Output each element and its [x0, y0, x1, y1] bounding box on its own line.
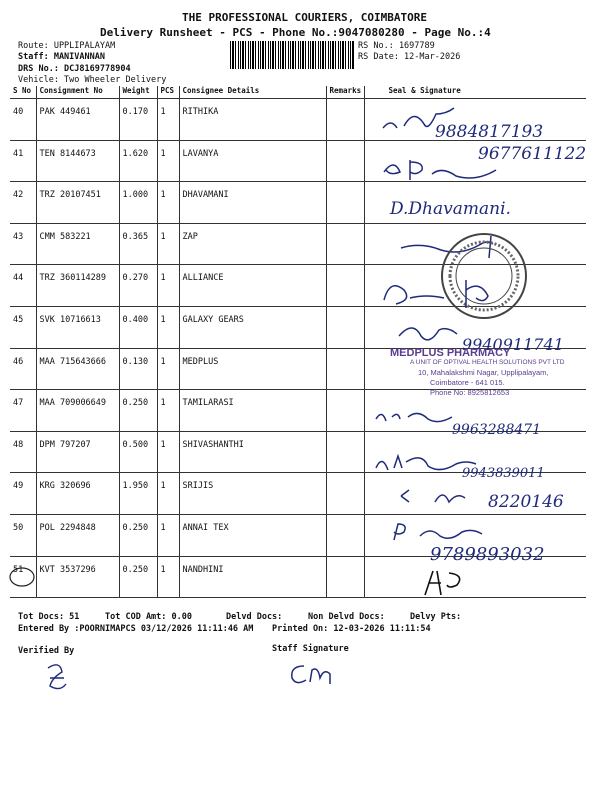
- col-header: Remarks: [326, 86, 364, 99]
- stamp-line: A UNIT OF OPTIVAL HEALTH SOLUTIONS PVT LTD: [410, 359, 565, 366]
- consignee-name: NANDHINI: [179, 556, 326, 598]
- drs-label: DRS No.: DCJ8169778904: [18, 64, 131, 74]
- delivered-docs: Delvd Docs:: [226, 612, 283, 622]
- total-docs: Tot Docs: 51: [18, 612, 80, 622]
- total-cod-amount: Tot COD Amt: 0.00: [105, 612, 192, 622]
- handwritten-phone: 8220146: [488, 492, 564, 512]
- handwritten-phone: 9943839011: [462, 466, 545, 481]
- weight: 1.000: [119, 182, 157, 224]
- pcs: 1: [157, 223, 179, 265]
- serial-no: 46: [10, 348, 36, 390]
- signature-row-51: [415, 565, 475, 601]
- signature-row-50: [390, 518, 500, 546]
- serial-no: 40: [10, 99, 36, 141]
- pcs: 1: [157, 265, 179, 307]
- weight: 0.365: [119, 223, 157, 265]
- consignment-no: MAA 709006649: [36, 390, 119, 432]
- serial-no: 51: [10, 556, 36, 598]
- row-51-circle-mark: [8, 566, 36, 588]
- consignment-no: KVT 3537296: [36, 556, 119, 598]
- consignee-name: LAVANYA: [179, 140, 326, 182]
- remarks: [326, 348, 364, 390]
- remarks: [326, 306, 364, 348]
- serial-no: 45: [10, 306, 36, 348]
- consignment-no: POL 2294848: [36, 514, 119, 556]
- remarks: [326, 431, 364, 473]
- company-title: THE PROFESSIONAL COURIERS, COIMBATORE: [182, 11, 428, 24]
- weight: 0.250: [119, 556, 157, 598]
- consignee-name: RITHIKA: [179, 99, 326, 141]
- consignment-no: TEN 8144673: [36, 140, 119, 182]
- serial-no: 48: [10, 431, 36, 473]
- col-header: PCS: [157, 86, 179, 99]
- remarks: [326, 265, 364, 307]
- serial-no: 42: [10, 182, 36, 224]
- pcs: 1: [157, 431, 179, 473]
- signature-row-40: [378, 100, 498, 140]
- signature-row-41: [380, 150, 500, 190]
- serial-no: 50: [10, 514, 36, 556]
- handwritten-phone: 9884817193: [435, 122, 544, 142]
- entered-by: Entered By :POORNIMAPCS 03/12/2026 11:11:46 AM: [18, 624, 254, 634]
- remarks: [326, 473, 364, 515]
- remarks: [326, 514, 364, 556]
- stamp-line: Phone No: 8925812653: [430, 388, 510, 397]
- consignee-name: GALAXY GEARS: [179, 306, 326, 348]
- printed-on: Printed On: 12-03-2026 11:11:54: [272, 624, 431, 634]
- weight: 0.250: [119, 390, 157, 432]
- consignee-name: SHIVASHANTHI: [179, 431, 326, 473]
- remarks: [326, 556, 364, 598]
- barcode: [230, 41, 354, 69]
- vehicle-label: Vehicle: Two Wheeler Delivery: [18, 75, 167, 85]
- consignment-no: PAK 449461: [36, 99, 119, 141]
- remarks: [326, 99, 364, 141]
- consignment-no: MAA 715643666: [36, 348, 119, 390]
- consignee-name: ALLIANCE: [179, 265, 326, 307]
- serial-no: 43: [10, 223, 36, 265]
- route-label: Route: UPPLIPALAYAM: [18, 41, 116, 51]
- rs-date: RS Date: 12-Mar-2026: [358, 52, 461, 62]
- weight: 0.270: [119, 265, 157, 307]
- consignment-no: DPM 797207: [36, 431, 119, 473]
- weight: 0.250: [119, 514, 157, 556]
- delivery-points: Delvy Pts:: [410, 612, 462, 622]
- pcs: 1: [157, 99, 179, 141]
- table-header-row: [10, 86, 586, 99]
- stamp-line: 10, Mahalakshmi Nagar, Upplipalayam,: [418, 368, 549, 377]
- pcs: 1: [157, 306, 179, 348]
- weight: 0.500: [119, 431, 157, 473]
- serial-no: 41: [10, 140, 36, 182]
- pcs: 1: [157, 556, 179, 598]
- handwritten-name: D.Dhavamani.: [390, 199, 511, 219]
- pcs: 1: [157, 348, 179, 390]
- col-header: Weight: [119, 86, 157, 99]
- pcs: 1: [157, 182, 179, 224]
- consignment-no: TRZ 360114289: [36, 265, 119, 307]
- stamp-line: Coimbatore - 641 015.: [430, 378, 505, 387]
- consignee-name: SRIJIS: [179, 473, 326, 515]
- consignee-name: MEDPLUS: [179, 348, 326, 390]
- stamp-line: MEDPLUS PHARMACY: [390, 347, 511, 359]
- signature-row-49: [395, 482, 485, 512]
- non-delivered-docs: Non Delvd Docs:: [308, 612, 385, 622]
- weight: 0.400: [119, 306, 157, 348]
- consignee-name: ANNAI TEX: [179, 514, 326, 556]
- staff-signature: [286, 658, 346, 688]
- col-header: Consignee Details: [179, 86, 326, 99]
- remarks: [326, 140, 364, 182]
- handwritten-phone: 9789893032: [430, 544, 545, 565]
- consignment-no: SVK 10716613: [36, 306, 119, 348]
- serial-no: 47: [10, 390, 36, 432]
- weight: 1.620: [119, 140, 157, 182]
- verifier-signature: [42, 660, 72, 692]
- col-header: Seal & Signature: [364, 86, 586, 99]
- runsheet-subtitle: Delivery Runsheet - PCS - Phone No.:9047080280 - Page No.:4: [100, 26, 491, 39]
- handwritten-phone: 9677611122: [478, 144, 587, 164]
- consignee-name: TAMILARASI: [179, 390, 326, 432]
- consignee-name: ZAP: [179, 223, 326, 265]
- pcs: 1: [157, 514, 179, 556]
- col-header: Consignment No: [36, 86, 119, 99]
- consignee-name: DHAVAMANI: [179, 182, 326, 224]
- weight: 0.130: [119, 348, 157, 390]
- col-header: S No: [10, 86, 36, 99]
- handwritten-phone: 9940911741: [462, 335, 564, 354]
- pcs: 1: [157, 140, 179, 182]
- remarks: [326, 223, 364, 265]
- remarks: [326, 390, 364, 432]
- medplus-stamp: [390, 348, 564, 398]
- weight: 1.950: [119, 473, 157, 515]
- verified-by-label: Verified By: [18, 646, 75, 656]
- serial-no: 44: [10, 265, 36, 307]
- handwritten-phone: 9963288471: [452, 422, 542, 438]
- rs-number: RS No.: 1697789: [358, 41, 435, 51]
- staff-label: Staff: MANIVANNAN: [18, 52, 105, 62]
- pcs: 1: [157, 473, 179, 515]
- signature-row-44: [380, 270, 520, 315]
- consignment-no: TRZ 20107451: [36, 182, 119, 224]
- weight: 0.170: [119, 99, 157, 141]
- consignment-no: KRG 320696: [36, 473, 119, 515]
- consignment-no: CMM 583221: [36, 223, 119, 265]
- serial-no: 49: [10, 473, 36, 515]
- pcs: 1: [157, 390, 179, 432]
- remarks: [326, 182, 364, 224]
- staff-signature-label: Staff Signature: [272, 644, 349, 654]
